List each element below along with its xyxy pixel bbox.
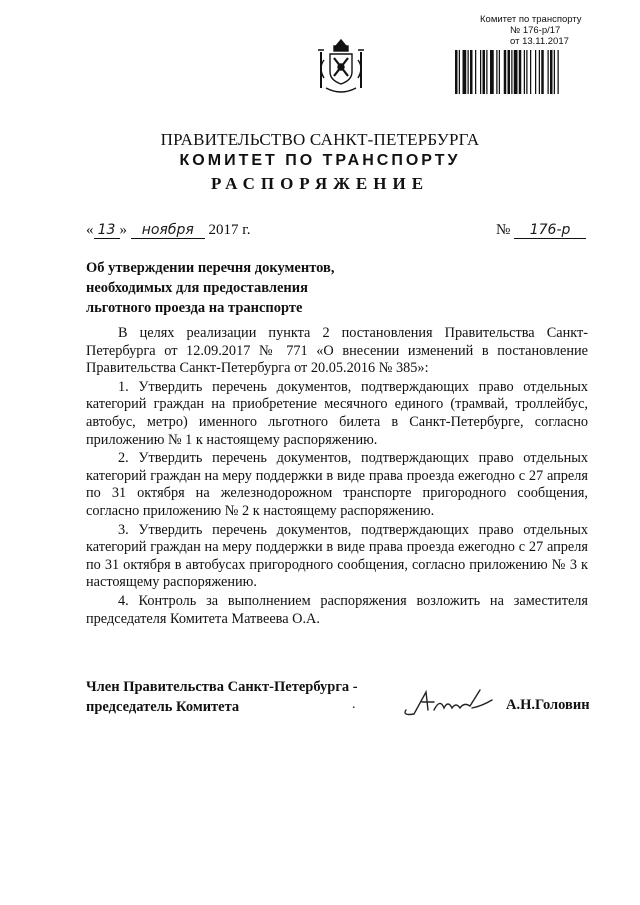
- coat-of-arms-icon: [316, 38, 366, 96]
- body-item-1: 1. Утвердить перечень документов, подтверждающих право отдельных категорий граждан на приобретение месячного единого (трамвай, троллейбус, автобус, метро) именного льготного билета в Санкт-Петербурге, согласно приложению № 1 к настоящему распоряжению.: [86, 378, 588, 448]
- number-value: 176-р: [514, 222, 586, 239]
- signatory-name: А.Н.Головин: [506, 697, 590, 713]
- committee-title: КОМИТЕТ ПО ТРАНСПОРТУ: [179, 152, 461, 169]
- registration-stamp: [454, 14, 614, 47]
- barcode-icon: [454, 50, 612, 94]
- document-number: [496, 222, 586, 239]
- date-month: ноября: [131, 222, 205, 239]
- body-item-3: 3. Утвердить перечень документов, подтверждающих право отдельных категорий граждан на меру поддержки в виде права проезда ежегодно с 27 апреля по 31 октября в автобусах пригородного сообщения, согласно приложению № 3 к настоящему распоряжению.: [86, 521, 588, 591]
- signatory-position: [86, 677, 358, 717]
- subject-line-3: льготного проезда на транспорте: [86, 300, 303, 316]
- stamp-number: № 176-р/17: [510, 25, 561, 36]
- subject-line-2: необходимых для предоставления: [86, 280, 308, 296]
- stamp-org: Комитет по транспорту: [480, 14, 582, 25]
- government-title: ПРАВИТЕЛЬСТВО САНКТ-ПЕТЕРБУРГА: [160, 130, 480, 149]
- document-date: [86, 222, 250, 239]
- stamp-date: от 13.11.2017: [510, 36, 569, 47]
- signature-dot: .: [352, 697, 356, 712]
- document-type: РАСПОРЯЖЕНИЕ: [210, 174, 430, 193]
- number-prefix: №: [496, 222, 511, 238]
- date-year: 2017 г.: [208, 222, 251, 238]
- document-subject: [86, 258, 335, 318]
- date-open-quote: «: [86, 222, 94, 238]
- date-day: 13: [94, 222, 120, 239]
- handwritten-signature-icon: [400, 680, 500, 720]
- position-line-2: председатель Комитета: [86, 699, 240, 715]
- body-item-4: 4. Контроль за выполнением распоряжения возложить на заместителя председателя Комитета Матвеева О.А.: [86, 592, 588, 627]
- subject-line-1: Об утверждении перечня документов,: [86, 260, 335, 276]
- body-intro: В целях реализации пункта 2 постановления Правительства Санкт-Петербурга от 12.09.2017 № 771 «О внесении изменений в постановление Правительства Санкт-Петербурга от 20.05.2016 № 385»:: [86, 325, 588, 377]
- position-line-1: Член Правительства Санкт-Петербурга -: [86, 679, 358, 695]
- date-close-quote: »: [119, 222, 127, 238]
- document-body: [86, 325, 588, 628]
- body-item-2: 2. Утвердить перечень документов, подтверждающих право отдельных категорий граждан на меру поддержки в виде права проезда ежегодно с 27 апреля по 31 октября на железнодорожном транспорте пригородного сообщения, согласно приложению № 2 к настоящему распоряжению.: [86, 450, 588, 519]
